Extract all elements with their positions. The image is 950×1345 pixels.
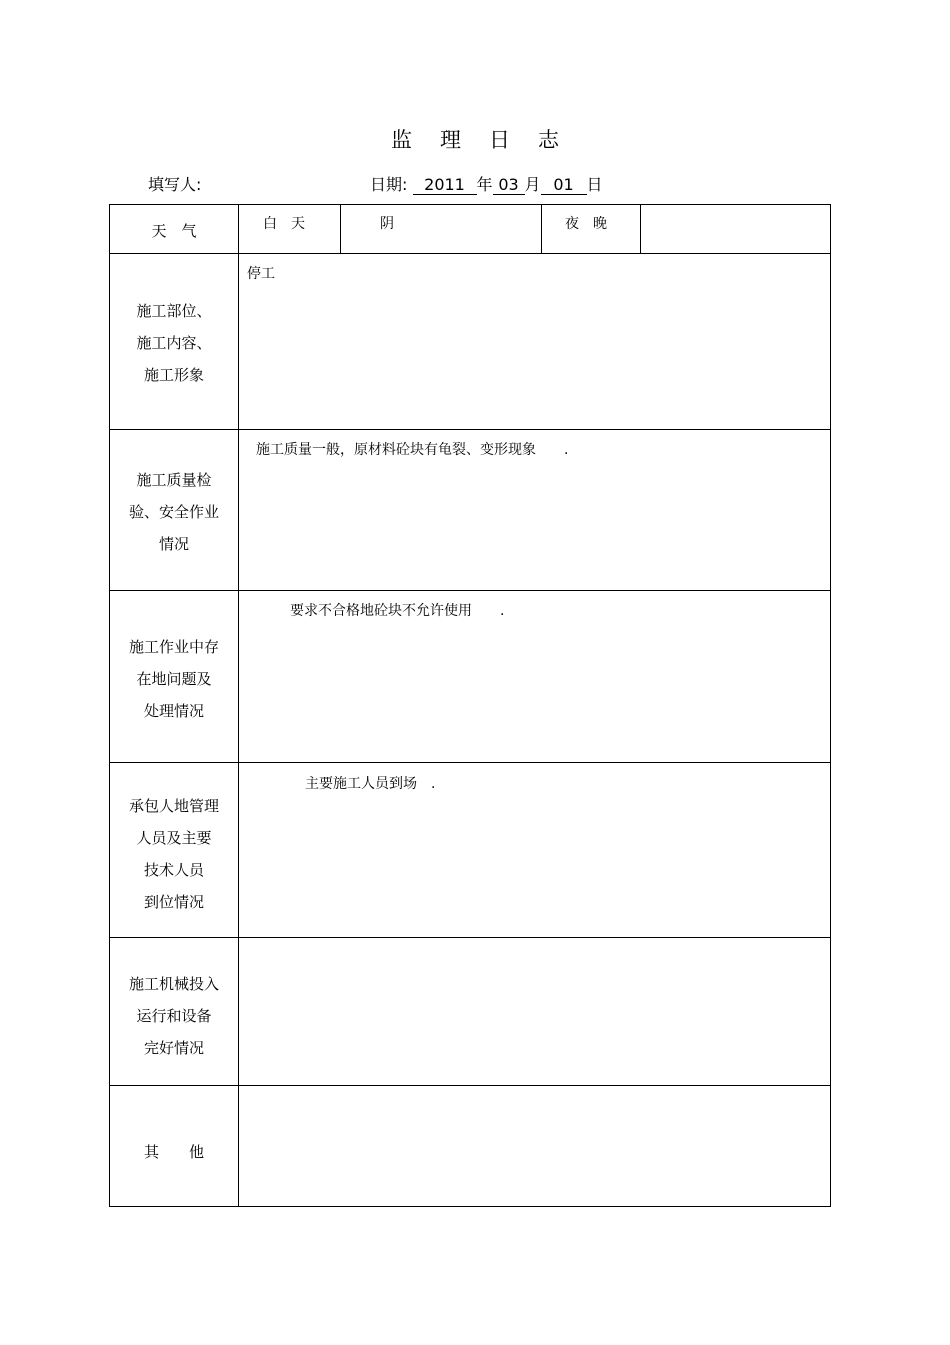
row-divider <box>110 762 830 763</box>
weather-divider <box>340 205 341 253</box>
section-content-quality-safety: 施工质量一般，原材料砼块有龟裂、变形现象 . <box>256 442 569 458</box>
label-line: 完好情况 <box>143 1039 204 1057</box>
row-divider <box>110 253 830 254</box>
section-content-construction-progress: 停工 <box>247 266 275 282</box>
daytime-weather-value: 阴 <box>380 216 394 232</box>
date-label: 日期: <box>370 175 408 194</box>
filler-label: 填写人: <box>148 175 202 194</box>
label-line: 验、安全作业 <box>128 503 219 521</box>
label-line: 技术人员 <box>143 861 204 879</box>
label-line: 人员及主要 <box>136 829 212 847</box>
weather-divider <box>541 205 542 253</box>
year-unit: 年 <box>476 175 493 194</box>
section-label-issues-handling <box>110 631 238 727</box>
date-line <box>370 172 603 195</box>
label-line: 施工内容、 <box>136 334 212 352</box>
label-line: 施工质量检 <box>136 471 212 489</box>
label-line: 施工作业中存 <box>128 638 219 656</box>
label-line: 施工机械投入 <box>128 975 219 993</box>
weather-label: 天 气 <box>151 222 197 240</box>
label-line: 承包人地管理 <box>128 797 219 815</box>
label-column-divider <box>238 205 239 1206</box>
row-divider <box>110 429 830 430</box>
section-content-issues-handling: 要求不合格地砼块不允许使用 . <box>290 603 505 619</box>
section-label-quality-safety <box>110 464 238 560</box>
row-divider <box>110 937 830 938</box>
label-line: 在地问题及 <box>136 670 212 688</box>
label-line: 施工形象 <box>143 366 204 384</box>
label-line: 其 他 <box>143 1143 204 1161</box>
night-label: 夜 晚 <box>565 216 607 232</box>
row-divider <box>110 1085 830 1086</box>
date-day: 01 <box>541 176 587 195</box>
section-label-construction-progress <box>110 295 238 391</box>
log-table <box>109 204 831 1207</box>
section-label-personnel <box>110 790 238 918</box>
label-line: 情况 <box>158 535 189 553</box>
month-unit: 月 <box>524 175 541 194</box>
section-label-other <box>110 1136 238 1168</box>
label-line: 处理情况 <box>143 702 204 720</box>
section-content-personnel: 主要施工人员到场 . <box>305 776 436 792</box>
weather-divider <box>640 205 641 253</box>
date-month: 03 <box>493 176 525 195</box>
day-unit: 日 <box>586 175 603 194</box>
section-label-machinery <box>110 968 238 1064</box>
label-line: 施工部位、 <box>136 302 212 320</box>
row-divider <box>110 590 830 591</box>
date-year: 2011 <box>413 176 477 195</box>
label-line: 到位情况 <box>143 893 204 911</box>
label-line: 运行和设备 <box>136 1007 212 1025</box>
daytime-label: 白 天 <box>263 216 305 232</box>
page-title: 监理日志 <box>391 128 587 152</box>
